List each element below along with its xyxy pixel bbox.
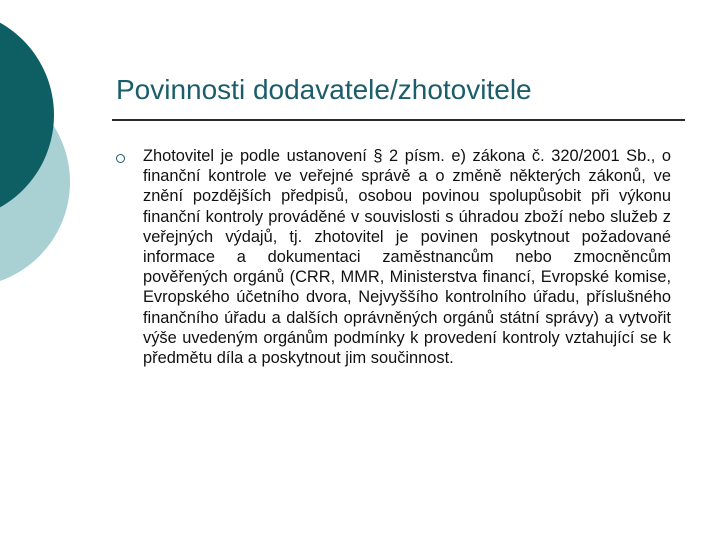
bullet-text: Zhotovitel je podle ustanovení § 2 písm. e) zákona č. 320/2001 Sb., o finanční kontrole ve veřejné správě a o změně některých zákonů, ve znění pozdějších předpisů, osobou povinou spolupůsobit při výkonu finanční kontroly prováděné v souvislosti s úhradou zboží nebo služeb z veřejných výdajů, tj. zhotovitel je povinen poskytnout požadované informace a dokumentaci zaměstnancům nebo zmocněncům pověřených orgánů (CRR, MMR, Ministerstva financí, Evropské komise, Evropského účetního dvora, Nejvyššího kontrolního úřadu, příslušného finančního úřadu a dalších oprávněných orgánů státní správy) a vytvořit výše uvedeným orgánům podmínky k provedení kontroly vztahující se k předmětu díla a poskytnout jim součinnost. [143,147,671,368]
title-underline [112,119,685,121]
bullet-list [114,146,671,368]
bullet-item [114,146,671,368]
slide-title: Povinnosti dodavatele/zhotovitele [116,74,532,105]
hollow-circle-bullet-icon [116,154,125,163]
decorative-circles [0,0,120,300]
